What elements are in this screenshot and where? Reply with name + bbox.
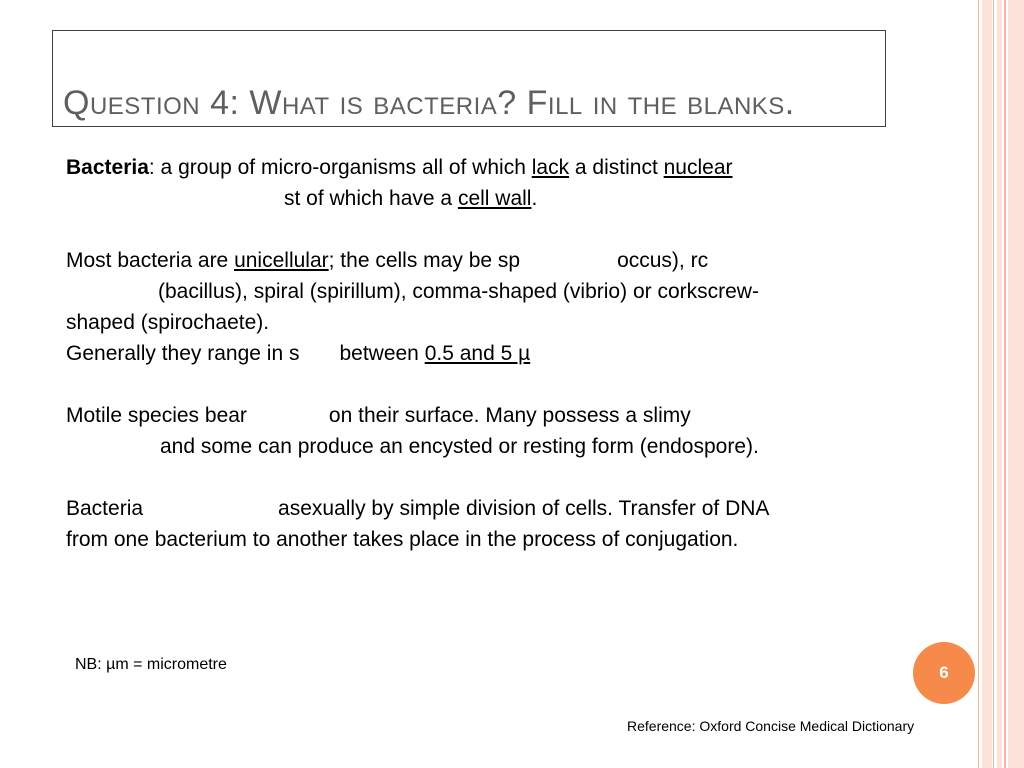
decorative-stripe [993, 0, 994, 768]
paragraph-size [66, 338, 906, 369]
title-box [52, 30, 886, 127]
text: shaped (spirochaete). [66, 311, 270, 334]
text: a distinct [569, 156, 664, 179]
paragraph-reproduction [66, 493, 906, 524]
paragraph-definition [66, 152, 906, 183]
decorative-stripe [982, 0, 992, 768]
page-number-badge: 6 [913, 642, 975, 704]
blank-answer: lack [531, 156, 570, 179]
decorative-stripe [978, 0, 979, 768]
text: on their surface. Many possess a slimy [328, 404, 691, 427]
paragraph-definition-line2 [66, 183, 906, 214]
text: and some can produce an encysted or resting form (endospore). [160, 435, 759, 458]
paragraph-shape [66, 245, 906, 276]
paragraph-motility [66, 400, 906, 431]
text: occus), rc [617, 249, 709, 272]
text: . [531, 187, 538, 210]
text: ; the cells may be sp [328, 249, 521, 272]
text: (bacillus), spiral (spirillum), comma-shaped (vibrio) or corkscrew- [158, 280, 759, 303]
text: st of which have a [284, 187, 458, 210]
blank-answer: unicellular [234, 249, 329, 272]
blank-answer: 0.5 and 5 µ [424, 342, 531, 365]
slide-title: Question 4: What is bacteria? Fill in the blanks. [63, 84, 795, 122]
text: asexually by simple division of cells. Transfer of DNA [278, 497, 770, 520]
text: Motile species bear [66, 404, 247, 427]
decorative-stripe [1008, 0, 1024, 768]
blank-answer: cell wall [457, 187, 532, 210]
text: : a group of micro-organisms all of which [148, 156, 532, 179]
slide-content [66, 152, 906, 555]
decorative-stripe [997, 0, 1002, 768]
decorative-stripe [1004, 0, 1006, 768]
paragraph-motility-line2 [66, 431, 906, 462]
text: from one bacterium to another takes place in the process of conjugation. [66, 528, 739, 551]
footnote: NB: µm = micrometre [75, 656, 227, 673]
text: between [339, 342, 425, 365]
blank-answer: nuclear [663, 156, 733, 179]
paragraph-shape-line3 [66, 307, 906, 338]
reference-text: Reference: Oxford Concise Medical Dictionary [627, 718, 915, 734]
text: Generally they range in s [66, 342, 300, 365]
text: Most bacteria are [66, 249, 235, 272]
paragraph-shape-line2 [66, 276, 906, 307]
term-bacteria: Bacteria [66, 156, 149, 179]
paragraph-reproduction-line2 [66, 524, 906, 555]
text: Bacteria [66, 497, 144, 520]
